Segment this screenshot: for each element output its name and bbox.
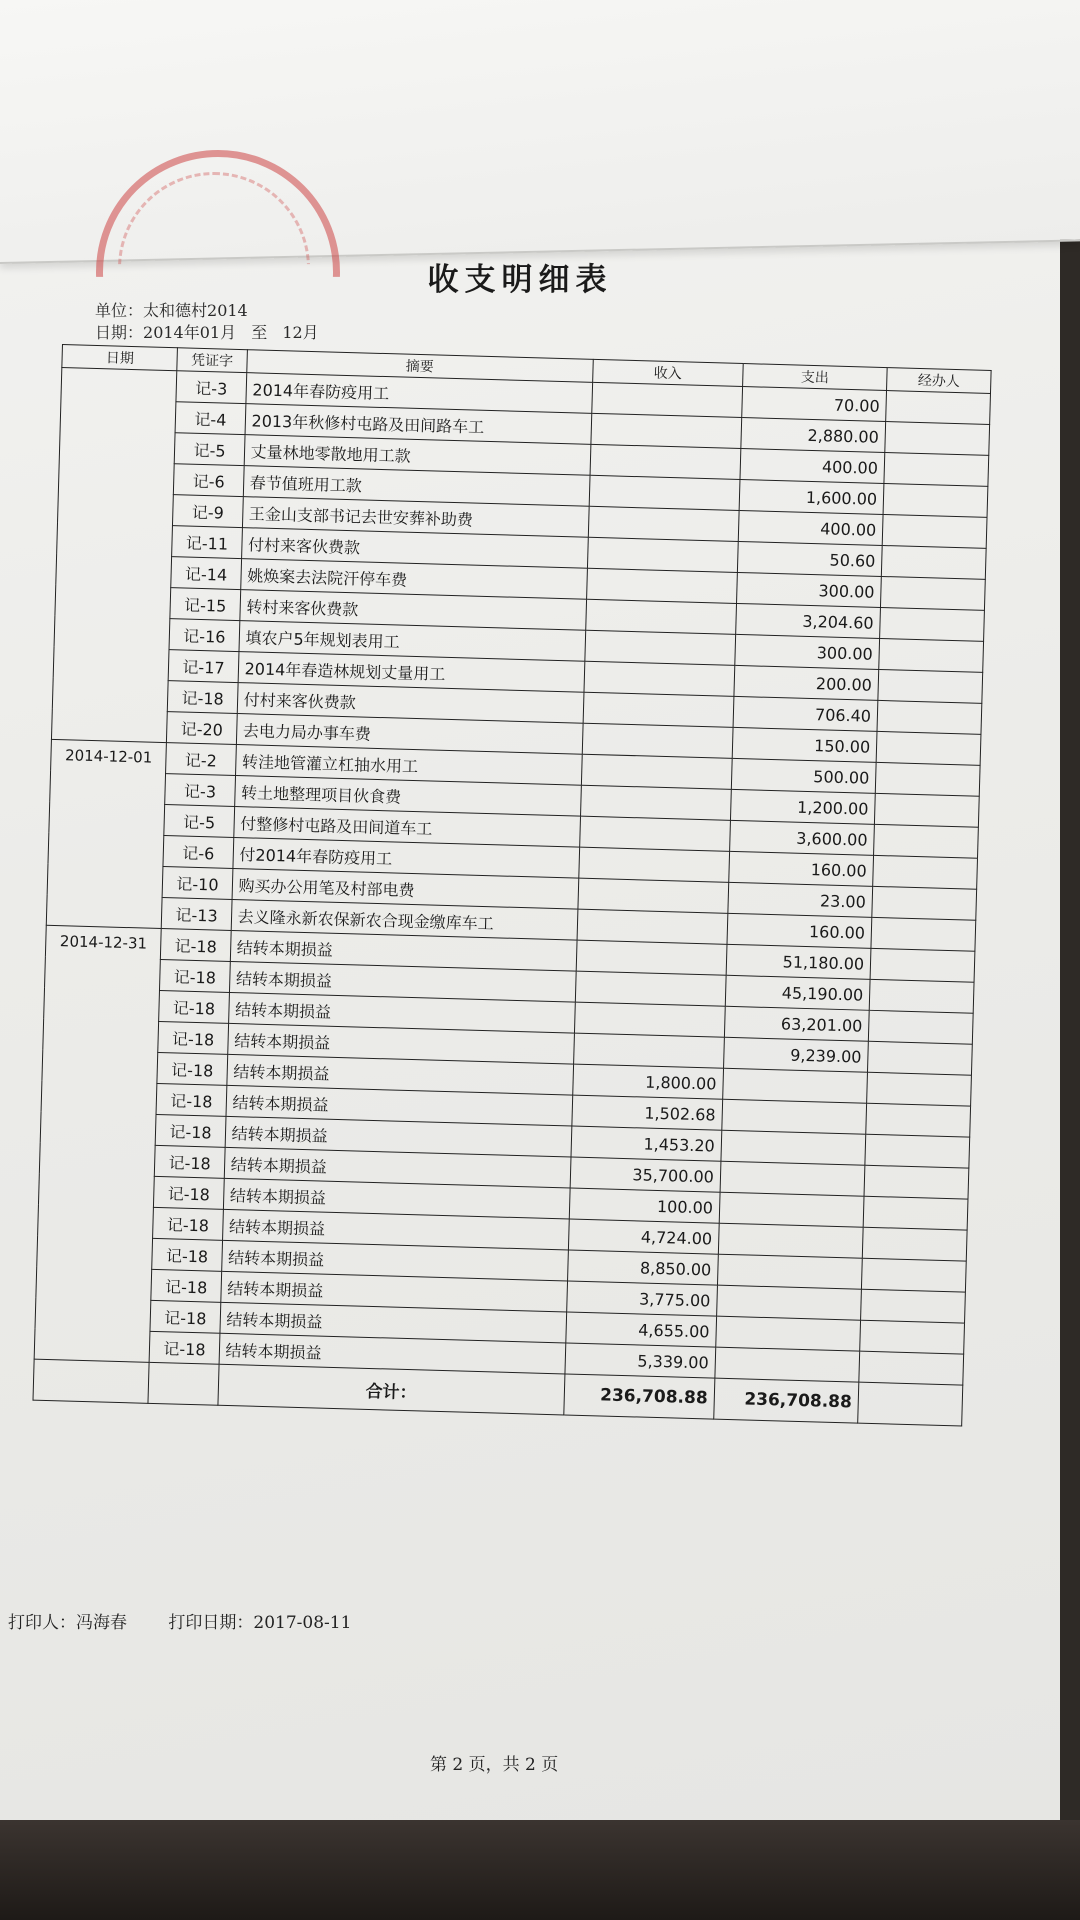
expense-cell: 9,239.00	[723, 1037, 868, 1072]
summary-cell: 王金山支部书记去世安葬补助费	[242, 497, 589, 538]
expense-cell: 150.00	[732, 727, 877, 762]
income-cell	[581, 754, 732, 789]
expense-cell: 400.00	[738, 510, 883, 545]
handler-cell	[881, 576, 986, 610]
unit-line	[95, 298, 248, 321]
summary-cell: 结转本期损益	[221, 1240, 568, 1281]
income-cell	[583, 692, 734, 727]
summary-cell: 姚焕案去法院汗停车费	[240, 559, 587, 600]
handler-cell	[878, 669, 983, 703]
summary-cell: 付村来客伙费款	[241, 528, 588, 569]
voucher-cell: 记-18	[152, 1238, 222, 1271]
date-cell	[51, 368, 177, 743]
total-voucher-cell	[148, 1362, 218, 1405]
total-date-cell	[33, 1359, 149, 1403]
expense-cell: 3,204.60	[735, 603, 880, 638]
handler-cell	[868, 1041, 973, 1075]
income-cell	[586, 568, 737, 603]
income-cell: 1,502.68	[572, 1095, 723, 1130]
handler-cell	[868, 1010, 973, 1044]
print-date: 2017-08-11	[253, 1613, 352, 1633]
voucher-cell: 记-18	[149, 1331, 219, 1364]
ledger-table	[32, 344, 991, 1427]
handler-cell	[864, 1165, 969, 1199]
voucher-cell: 记-18	[168, 681, 238, 714]
income-cell	[577, 909, 728, 944]
income-cell	[585, 630, 736, 665]
voucher-cell: 记-18	[153, 1207, 223, 1240]
expense-cell: 45,190.00	[725, 975, 870, 1010]
income-cell	[579, 816, 730, 851]
handler-cell	[882, 514, 987, 548]
income-cell	[584, 661, 735, 696]
income-cell: 1,800.00	[573, 1064, 724, 1099]
summary-cell: 付2014年春防疫用工	[233, 837, 580, 878]
income-cell	[587, 537, 738, 572]
handler-cell	[885, 422, 990, 456]
expense-cell	[716, 1285, 861, 1320]
summary-cell: 填农户5年规划表用工	[239, 621, 586, 662]
handler-cell	[860, 1320, 965, 1354]
income-cell	[574, 1002, 725, 1037]
summary-cell: 购买办公用笔及村部电费	[232, 868, 579, 909]
handler-cell	[877, 700, 982, 734]
voucher-cell: 记-20	[167, 712, 237, 745]
date-cell: 2014-12-01	[46, 739, 167, 928]
expense-cell: 50.60	[737, 541, 882, 576]
income-cell: 100.00	[569, 1188, 720, 1223]
expense-cell	[721, 1130, 866, 1165]
summary-cell: 结转本期损益	[230, 930, 577, 971]
expense-cell: 1,600.00	[739, 479, 884, 514]
expense-cell: 200.00	[734, 665, 879, 700]
handler-cell	[866, 1103, 971, 1137]
income-cell	[589, 475, 740, 510]
income-cell: 8,850.00	[567, 1250, 718, 1285]
voucher-cell: 记-18	[161, 929, 231, 962]
expense-cell: 3,600.00	[729, 820, 874, 855]
summary-cell: 去义隆永新农保新农合现金缴库车工	[231, 899, 578, 940]
voucher-cell: 记-15	[170, 588, 240, 621]
voucher-cell: 记-5	[175, 433, 245, 466]
voucher-cell: 记-18	[155, 1145, 225, 1178]
expense-cell: 63,201.00	[724, 1006, 869, 1041]
voucher-cell: 记-18	[150, 1300, 220, 1333]
total-handler-cell	[858, 1382, 963, 1426]
income-cell	[578, 878, 729, 913]
voucher-cell: 记-11	[172, 526, 242, 559]
income-cell	[579, 847, 730, 882]
summary-cell: 结转本期损益	[222, 1209, 569, 1250]
document-title: 收支明细表	[427, 262, 613, 298]
voucher-cell: 记-2	[166, 743, 236, 776]
handler-cell	[874, 793, 979, 827]
voucher-cell: 记-18	[157, 1052, 227, 1085]
voucher-cell: 记-6	[174, 464, 244, 497]
voucher-cell: 记-3	[165, 774, 235, 807]
handler-cell	[863, 1196, 968, 1230]
summary-cell: 结转本期损益	[223, 1178, 570, 1219]
summary-cell: 转村来客伙费款	[239, 590, 586, 631]
handler-cell	[872, 886, 977, 920]
handler-cell	[881, 545, 986, 579]
printer-name: 冯海春	[76, 1613, 127, 1633]
handler-cell	[859, 1351, 964, 1385]
voucher-cell: 记-13	[162, 898, 232, 931]
voucher-cell: 记-18	[159, 990, 229, 1023]
income-cell: 3,775.00	[566, 1281, 717, 1316]
summary-cell: 2013年秋修村屯路及田间路车工	[245, 404, 592, 445]
summary-cell: 丈量林地零散地用工款	[244, 435, 591, 476]
total-label: 合计：	[218, 1364, 565, 1415]
expense-cell: 706.40	[733, 696, 878, 731]
expense-cell	[722, 1099, 867, 1134]
expense-cell: 300.00	[735, 634, 880, 669]
handler-cell	[884, 453, 989, 487]
expense-cell: 70.00	[742, 387, 887, 422]
summary-cell: 2014年春造林规划丈量用工	[238, 652, 585, 693]
voucher-cell: 记-18	[160, 959, 230, 992]
summary-cell: 结转本期损益	[229, 961, 576, 1002]
voucher-cell: 记-18	[156, 1083, 226, 1116]
handler-cell	[862, 1227, 967, 1261]
ledger-body	[34, 368, 990, 1386]
printer-label: 打印人：	[8, 1613, 76, 1633]
expense-cell	[717, 1254, 862, 1289]
income-cell	[575, 971, 726, 1006]
expense-cell: 23.00	[728, 882, 873, 917]
handler-cell	[879, 638, 984, 672]
expense-cell: 1,200.00	[730, 789, 875, 824]
voucher-cell: 记-17	[169, 650, 239, 683]
page-number: 第 2 页，共 2 页	[430, 1755, 559, 1775]
header-handler: 经办人	[887, 368, 992, 394]
table-surface	[0, 1820, 1080, 1920]
summary-cell: 结转本期损益	[219, 1333, 566, 1374]
summary-cell: 付整修村屯路及田间道车工	[233, 806, 580, 847]
summary-cell: 结转本期损益	[220, 1271, 567, 1312]
handler-cell	[861, 1289, 966, 1323]
handler-cell	[873, 855, 978, 889]
voucher-cell: 记-3	[176, 371, 246, 404]
handler-cell	[862, 1258, 967, 1292]
expense-cell	[720, 1161, 865, 1196]
summary-cell: 结转本期损益	[226, 1054, 573, 1095]
date-to: 12月	[282, 323, 319, 342]
print-date-label: 打印日期：	[168, 1613, 254, 1633]
expense-cell: 400.00	[740, 448, 885, 483]
summary-cell: 去电力局办事车费	[236, 714, 583, 755]
unit-value: 太和德村2014	[143, 301, 248, 320]
income-cell: 1,453.20	[571, 1126, 722, 1161]
expense-cell: 160.00	[727, 913, 872, 948]
header-voucher: 凭证字	[177, 348, 247, 373]
income-cell: 5,339.00	[565, 1343, 716, 1378]
income-cell	[576, 940, 727, 975]
handler-cell	[880, 607, 985, 641]
ledger-table-container	[27, 344, 992, 1619]
total-income: 236,708.88	[564, 1374, 715, 1419]
voucher-cell: 记-18	[154, 1176, 224, 1209]
voucher-cell: 记-9	[173, 495, 243, 528]
handler-cell	[869, 979, 974, 1013]
summary-cell: 结转本期损益	[228, 992, 575, 1033]
summary-cell: 付村来客伙费款	[237, 683, 584, 724]
date-from: 2014年01月	[143, 323, 237, 342]
summary-cell: 结转本期损益	[227, 1023, 574, 1064]
header-income: 收入	[592, 359, 743, 386]
income-cell	[588, 506, 739, 541]
voucher-cell: 记-6	[163, 836, 233, 869]
summary-cell: 结转本期损益	[224, 1147, 571, 1188]
income-cell	[591, 413, 742, 448]
income-cell	[582, 723, 733, 758]
expense-cell	[718, 1223, 863, 1258]
voucher-cell: 记-18	[151, 1269, 221, 1302]
header-summary: 摘要	[246, 350, 593, 383]
expense-cell	[716, 1316, 861, 1351]
handler-cell	[874, 824, 979, 858]
income-cell	[573, 1033, 724, 1068]
unit-label: 单位：	[95, 301, 144, 320]
expense-cell: 500.00	[731, 758, 876, 793]
voucher-cell: 记-16	[169, 619, 239, 652]
summary-cell: 春节值班用工款	[243, 466, 590, 507]
income-cell: 4,655.00	[566, 1312, 717, 1347]
expense-cell	[723, 1068, 868, 1103]
header-expense: 支出	[742, 364, 887, 391]
expense-cell: 160.00	[729, 851, 874, 886]
handler-cell	[867, 1072, 972, 1106]
income-cell	[586, 599, 737, 634]
income-cell: 35,700.00	[570, 1157, 721, 1192]
date-range-line	[95, 320, 319, 343]
expense-cell: 51,180.00	[726, 944, 871, 979]
voucher-cell: 记-18	[158, 1021, 228, 1054]
voucher-cell: 记-18	[156, 1114, 226, 1147]
summary-cell: 2014年春防疫用工	[246, 373, 593, 414]
header-date: 日期	[62, 345, 178, 371]
handler-cell	[871, 917, 976, 951]
summary-cell: 结转本期损益	[225, 1116, 572, 1157]
handler-cell	[870, 948, 975, 982]
handler-cell	[883, 484, 988, 518]
print-info	[8, 1608, 351, 1633]
voucher-cell: 记-5	[164, 805, 234, 838]
expense-cell	[715, 1347, 860, 1382]
date-cell: 2014-12-31	[34, 925, 161, 1362]
handler-cell	[876, 731, 981, 765]
voucher-cell: 记-10	[162, 867, 232, 900]
expense-cell: 2,880.00	[741, 418, 886, 453]
handler-cell	[865, 1134, 970, 1168]
income-cell: 4,724.00	[568, 1219, 719, 1254]
income-cell	[592, 382, 743, 417]
voucher-cell: 记-4	[175, 402, 245, 435]
expense-cell	[719, 1192, 864, 1227]
expense-cell: 300.00	[736, 572, 881, 607]
voucher-cell: 记-14	[171, 557, 241, 590]
handler-cell	[875, 762, 980, 796]
summary-cell: 转洼地管灌立杠抽水用工	[235, 745, 582, 786]
date-label: 日期：	[95, 323, 144, 342]
total-expense: 236,708.88	[714, 1378, 859, 1423]
handler-cell	[886, 391, 991, 425]
income-cell	[580, 785, 731, 820]
summary-cell: 转土地整理项目伙食费	[234, 776, 581, 817]
summary-cell: 结转本期损益	[226, 1085, 573, 1126]
income-cell	[590, 444, 741, 479]
date-separator: 至	[251, 323, 268, 342]
summary-cell: 结转本期损益	[220, 1302, 567, 1343]
